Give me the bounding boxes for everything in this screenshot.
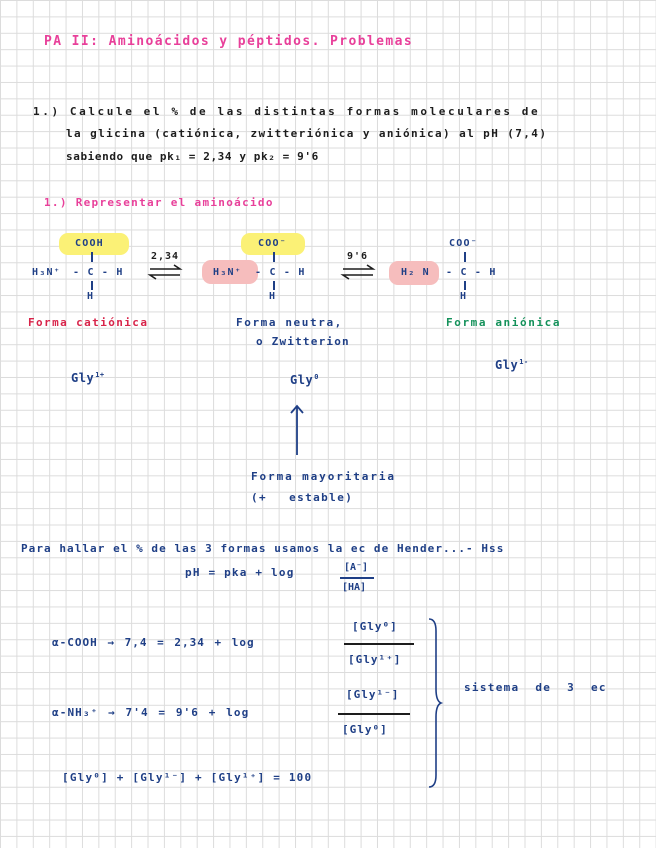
- anion-bond-bottom: [464, 281, 466, 290]
- hh-formula: pH = pka + log: [185, 566, 295, 579]
- anion-carbon: - C - H: [446, 267, 497, 278]
- arrow2-label: 9'6: [347, 251, 369, 262]
- cation-notation-name: Gly: [71, 371, 95, 385]
- eq2-left: α-NH₃⁺ → 7'4 = 9'6 + log: [52, 706, 250, 719]
- cation-bond-top: [91, 252, 93, 262]
- zwitterion-notation-name: Gly: [290, 373, 314, 387]
- zwitterion-top-group: COO⁻: [258, 238, 287, 249]
- step1-heading: 1.) Representar el aminoácido: [44, 196, 274, 209]
- page-title: PA II: Aminoácidos y péptidos. Problemas: [44, 34, 414, 49]
- equilibrium-arrow-2: [341, 265, 377, 279]
- zwitterion-left-group: H₃N⁺: [213, 267, 242, 278]
- anion-notation: [495, 359, 529, 371]
- majority-up-arrow: [289, 404, 305, 456]
- cation-left-group: H₃N⁺: [32, 267, 61, 278]
- hh-denominator: [HA]: [342, 582, 367, 593]
- equilibrium-arrow-1: [148, 265, 184, 279]
- system-label: sistema de 3 ec: [464, 681, 607, 694]
- anion-bottom-h: H: [460, 291, 468, 302]
- eq1-numerator: [Gly⁰]: [352, 620, 398, 633]
- anion-bond-top: [464, 252, 466, 262]
- zwitterion-bond-bottom: [273, 281, 275, 290]
- problem-line-2: la glicina (catiónica, zwitteriónica y aniónica) al pH (7,4): [66, 127, 548, 140]
- problem-line-1: 1.) Calcule el % de las distintas formas moleculares de: [33, 105, 541, 118]
- eq2-numerator: [Gly¹⁻]: [346, 688, 400, 701]
- eq2-denominator: [Gly⁰]: [342, 723, 388, 736]
- cation-form-label: Forma catiónica: [28, 316, 149, 329]
- cation-top-group: COOH: [75, 238, 104, 249]
- anion-notation-name: Gly: [495, 358, 519, 372]
- eq3: [Gly⁰] + [Gly¹⁻] + [Gly¹⁺] = 100: [62, 771, 313, 784]
- zwitterion-notation: [290, 374, 319, 386]
- calc-intro: Para hallar el % de las 3 formas usamos la ec de Hender...- Hss: [21, 542, 505, 555]
- zwitterion-charge: 0: [314, 373, 319, 381]
- anion-left-group: H₂ N: [401, 267, 430, 278]
- eq2-fraction-bar: [338, 713, 410, 715]
- problem-line-3: sabiendo que pk₁ = 2,34 y pk₂ = 9'6: [66, 150, 319, 163]
- cation-charge: 1+: [95, 371, 105, 379]
- cation-bond-bottom: [91, 281, 93, 290]
- zwitterion-form-label-2: o Zwitterion: [256, 335, 350, 348]
- anion-charge: 1-: [519, 358, 529, 366]
- cation-notation: [71, 372, 105, 384]
- cation-bottom-h: H: [87, 291, 95, 302]
- hh-numerator: [A⁻]: [344, 562, 369, 573]
- zwitterion-form-label: Forma neutra,: [236, 316, 343, 329]
- zwitterion-bottom-h: H: [269, 291, 277, 302]
- arrow1-label: 2,34: [151, 251, 180, 262]
- cation-carbon: - C - H: [73, 267, 124, 278]
- zwitterion-bond-top: [273, 252, 275, 262]
- majority-note-line-1: Forma mayoritaria: [251, 470, 396, 483]
- anion-form-label: Forma aniónica: [446, 316, 562, 329]
- zwitterion-carbon: - C - H: [255, 267, 306, 278]
- hh-fraction-bar: [340, 577, 374, 579]
- eq1-denominator: [Gly¹⁺]: [348, 653, 402, 666]
- anion-top-group: COO⁻: [449, 238, 478, 249]
- majority-note-line-2: (+ estable): [251, 491, 354, 504]
- system-brace: [426, 617, 444, 789]
- eq1-left: α-COOH → 7,4 = 2,34 + log: [52, 636, 255, 649]
- eq1-fraction-bar: [344, 643, 414, 645]
